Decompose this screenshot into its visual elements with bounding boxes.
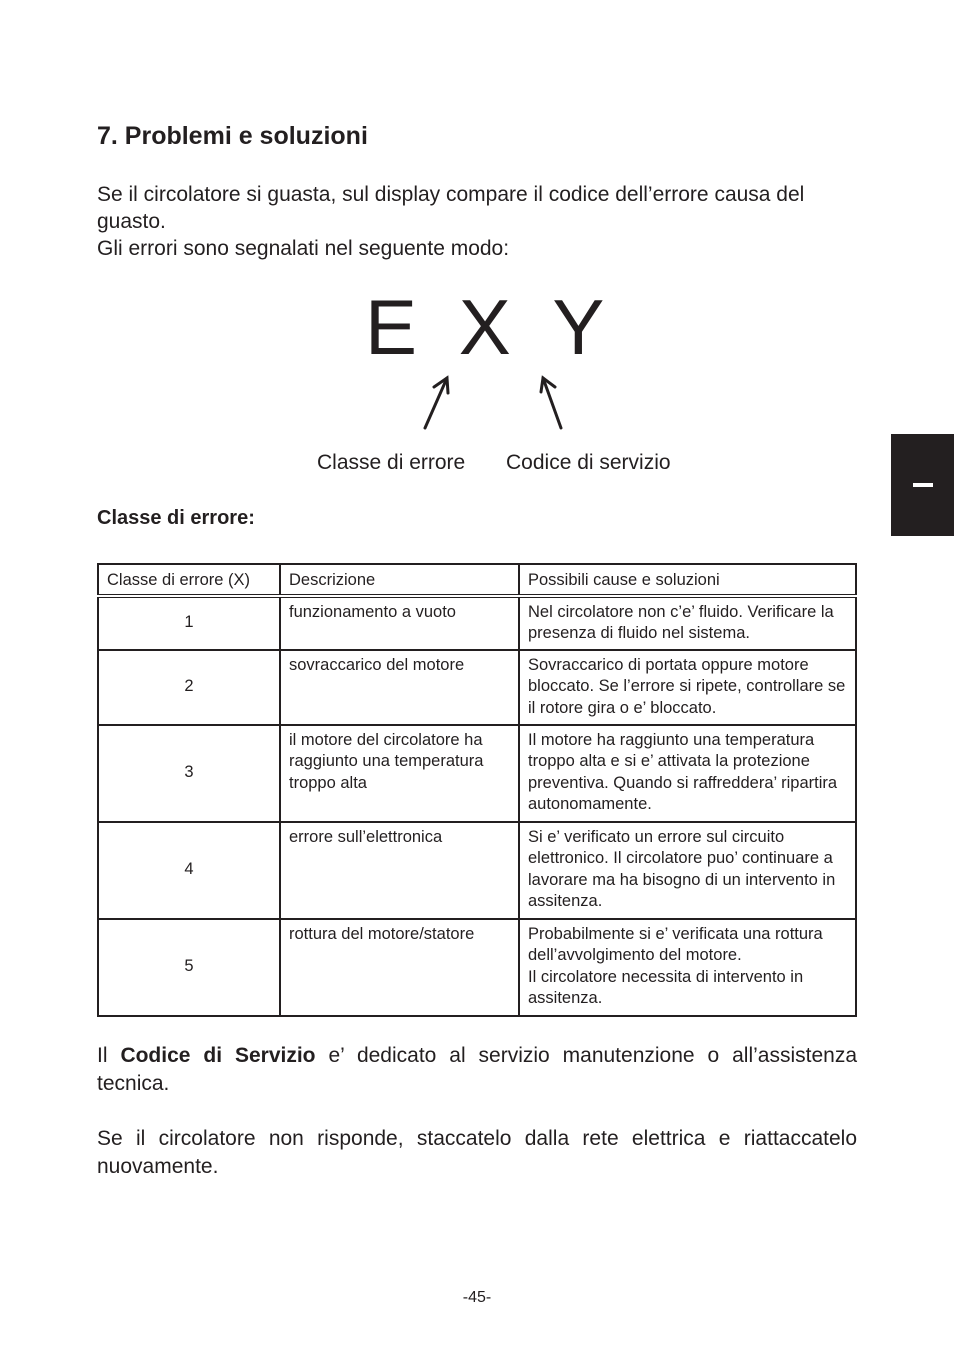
arrow-up-icon xyxy=(541,378,561,428)
intro-line-2: Gli errori sono segnalati nel seguente modo: xyxy=(97,237,510,260)
arrow-up-icon xyxy=(425,378,448,428)
cell-solution: Il motore ha raggiunto una temperatura troppo alta e si e’ attivata la protezione preventiva. Quando si raffreddera’ ripartira autonomamente. xyxy=(519,725,856,822)
cell-solution: Sovraccarico di portata oppure motore bloccato. Se l’errore si ripete, controllare se il rotore gira o e’ bloccato. xyxy=(519,650,856,725)
header-error-class: Classe di errore (X) xyxy=(98,564,280,596)
error-class-table xyxy=(97,563,857,1017)
error-code-arrows xyxy=(400,370,590,436)
dash-icon xyxy=(913,483,933,487)
error-class-title: Classe di errore: xyxy=(97,507,255,529)
header-description: Descrizione xyxy=(280,564,519,596)
cell-description: il motore del circolatore ha raggiunto una temperatura troppo alta xyxy=(280,725,519,822)
cell-description: errore sull’elettronica xyxy=(280,822,519,919)
table-row xyxy=(98,725,856,822)
intro-line-1: Se il circolatore si guasta, sul display compare il codice dell’errore causa del guasto. xyxy=(97,183,805,233)
reset-note: Se il circolatore non risponde, staccatelo dalla rete elettrica e riattaccatelo nuovamente. xyxy=(97,1127,857,1178)
header-causes-solutions: Possibili cause e soluzioni xyxy=(519,564,856,596)
error-class-label: Classe di errore xyxy=(317,451,466,474)
side-tab xyxy=(891,434,954,536)
cell-description: rottura del motore/statore xyxy=(280,919,519,1016)
table-row xyxy=(98,919,856,1016)
cell-error-code: 2 xyxy=(98,650,280,725)
cell-description: funzionamento a vuoto xyxy=(280,596,519,650)
cell-error-code: 4 xyxy=(98,822,280,919)
error-code-display xyxy=(365,283,607,371)
page-number: -45- xyxy=(462,1289,492,1306)
section-title: 7. Problemi e soluzioni xyxy=(97,122,368,150)
error-code-letter-e: E xyxy=(365,283,420,371)
service-note-suffix: e’ dedicato al servizio manutenzione o all’assistenza tecnica. xyxy=(97,1044,858,1095)
service-note-bold: Codice di Servizio xyxy=(120,1044,316,1067)
error-code-letter-x: X xyxy=(458,283,513,371)
table-row xyxy=(98,650,856,725)
service-note-prefix: Il xyxy=(97,1044,108,1067)
table-row xyxy=(98,822,856,919)
cell-solution: Nel circolatore non c’e’ fluido. Verificare la presenza di fluido nel sistema. xyxy=(519,596,856,650)
cell-description: sovraccarico del motore xyxy=(280,650,519,725)
intro-text xyxy=(97,181,859,262)
cell-solution: Si e’ verificato un errore sul circuito elettronico. Il circolatore puo’ continuare a lavorare ma ha bisogno di un intervento in assitenza. xyxy=(519,822,856,919)
footer-text xyxy=(97,1042,857,1181)
cell-error-code: 5 xyxy=(98,919,280,1016)
table-header-row xyxy=(98,564,856,596)
service-code-label: Codice di servizio xyxy=(506,451,671,474)
table-row xyxy=(98,596,856,650)
error-code-letter-y: Y xyxy=(552,283,607,371)
service-code-note xyxy=(97,1042,857,1098)
cell-solution: Probabilmente si e’ verificata una rottura dell’avvolgimento del motore. Il circolatore necessita di intervento in assitenza. xyxy=(519,919,856,1016)
cell-error-code: 3 xyxy=(98,725,280,822)
cell-error-code: 1 xyxy=(98,596,280,650)
